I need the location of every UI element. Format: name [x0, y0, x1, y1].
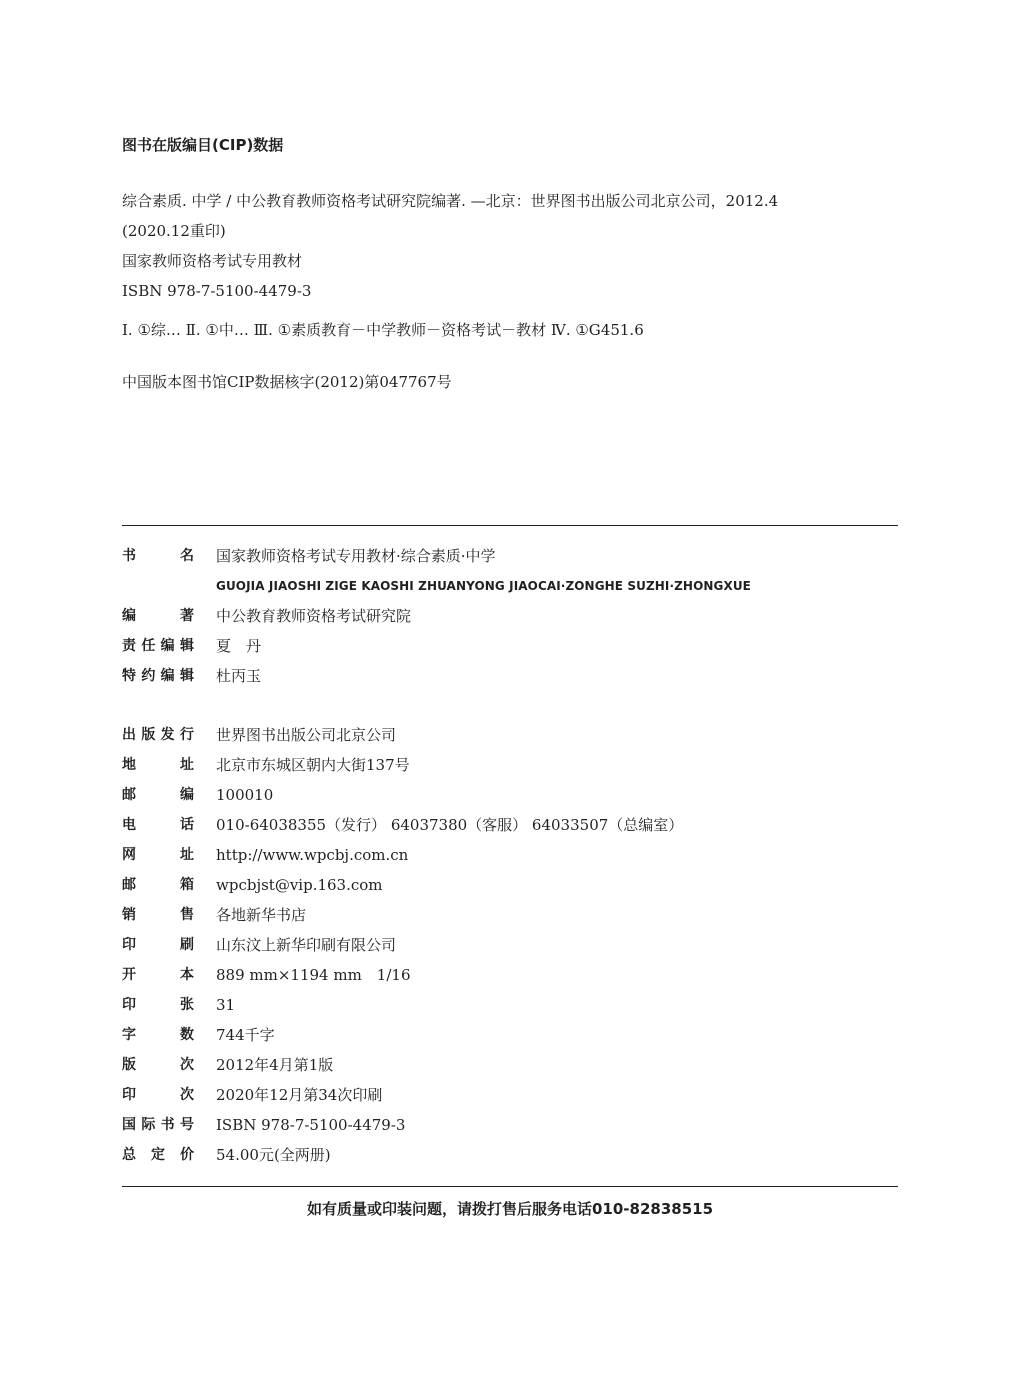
cip-desc-line: ISBN 978-7-5100-4479-3 [122, 282, 312, 300]
info-row-publisher [122, 720, 397, 750]
info-label: 印 次 [122, 1087, 194, 1103]
info-value: 2020年12月第34次印刷 [216, 1086, 383, 1104]
info-value: 100010 [216, 786, 274, 804]
cip-desc-line: 国家教师资格考试专用教材 [122, 252, 303, 270]
info-row-printer [122, 930, 397, 960]
info-row-isbn [122, 1110, 406, 1140]
info-value: wpcbjst@vip.163.com [216, 876, 383, 894]
info-row-editor [122, 631, 262, 661]
info-label: 开 本 [122, 967, 194, 983]
info-label: 国际书号 [122, 1117, 194, 1133]
info-row-price [122, 1140, 331, 1170]
info-row-email [122, 870, 383, 900]
info-value: 010-64038355（发行） 64037380（客服） 64033507（总编室） [216, 816, 684, 834]
info-row-format [122, 960, 411, 990]
cip-classification: Ⅰ. ①综… Ⅱ. ①中… Ⅲ. ①素质教育－中学教师－资格考试－教材 Ⅳ. ①G451.6 [122, 321, 644, 339]
cip-description [122, 186, 902, 306]
info-label: 版 次 [122, 1057, 194, 1073]
info-label: 电 话 [122, 817, 194, 833]
info-value: 31 [216, 996, 236, 1014]
info-row-postcode [122, 780, 274, 810]
info-row-address [122, 750, 410, 780]
info-value: 2012年4月第1版 [216, 1056, 334, 1074]
info-label: 邮 编 [122, 787, 194, 803]
cip-title: 图书在版编目(CIP)数据 [122, 136, 284, 154]
info-value: ISBN 978-7-5100-4479-3 [216, 1116, 406, 1134]
top-divider [122, 525, 898, 526]
info-row-printing [122, 1080, 383, 1110]
info-row-title [122, 541, 496, 571]
info-value: GUOJIA JIAOSHI ZIGE KAOSHI ZHUANYONG JIAOCAI·ZONGHE SUZHI·ZHONGXUE [216, 579, 751, 593]
cip-check-number: 中国版本图书馆CIP数据核字(2012)第047767号 [122, 373, 452, 391]
cip-desc-line: (2020.12重印) [122, 222, 226, 240]
info-row-phone [122, 810, 684, 840]
service-hotline-notice: 如有质量或印装问题，请拨打售后服务电话010-82838515 [306, 1200, 714, 1218]
info-label: 印 刷 [122, 937, 194, 953]
info-value: 山东汶上新华印刷有限公司 [216, 936, 397, 954]
info-label: 销 售 [122, 907, 194, 923]
info-label: 字 数 [122, 1027, 194, 1043]
info-label: 特约编辑 [122, 668, 194, 684]
info-value: 744千字 [216, 1026, 275, 1044]
info-row-website [122, 840, 409, 870]
info-row-edition [122, 1050, 334, 1080]
info-value: http://www.wpcbj.com.cn [216, 846, 409, 864]
info-value: 世界图书出版公司北京公司 [216, 726, 397, 744]
info-label: 总 定 价 [122, 1147, 194, 1163]
info-value: 北京市东城区朝内大街137号 [216, 756, 410, 774]
info-label: 责任编辑 [122, 638, 194, 654]
info-value: 889 mm×1194 mm 1/16 [216, 966, 411, 984]
info-value: 国家教师资格考试专用教材·综合素质·中学 [216, 547, 496, 565]
info-row-author [122, 601, 412, 631]
info-value: 杜丙玉 [216, 667, 262, 685]
info-label: 书 名 [122, 548, 194, 564]
info-label: 网 址 [122, 847, 194, 863]
info-value: 中公教育教师资格考试研究院 [216, 607, 412, 625]
info-row-word-count [122, 1020, 275, 1050]
info-label: 编 著 [122, 608, 194, 624]
info-label: 地 址 [122, 757, 194, 773]
info-value: 各地新华书店 [216, 906, 307, 924]
info-label: 出版发行 [122, 727, 194, 743]
info-label: 邮 箱 [122, 877, 194, 893]
info-label: 印 张 [122, 997, 194, 1013]
info-row-sheets [122, 990, 236, 1020]
bottom-divider [122, 1186, 898, 1187]
info-value: 夏 丹 [216, 637, 262, 655]
info-row-pinyin [122, 571, 751, 601]
info-row-special-editor [122, 661, 262, 691]
info-value: 54.00元(全两册) [216, 1146, 331, 1164]
cip-desc-line: 综合素质. 中学 / 中公教育教师资格考试研究院编著. —北京：世界图书出版公司北京公司，2012.4 [122, 192, 779, 210]
info-row-sales [122, 900, 307, 930]
